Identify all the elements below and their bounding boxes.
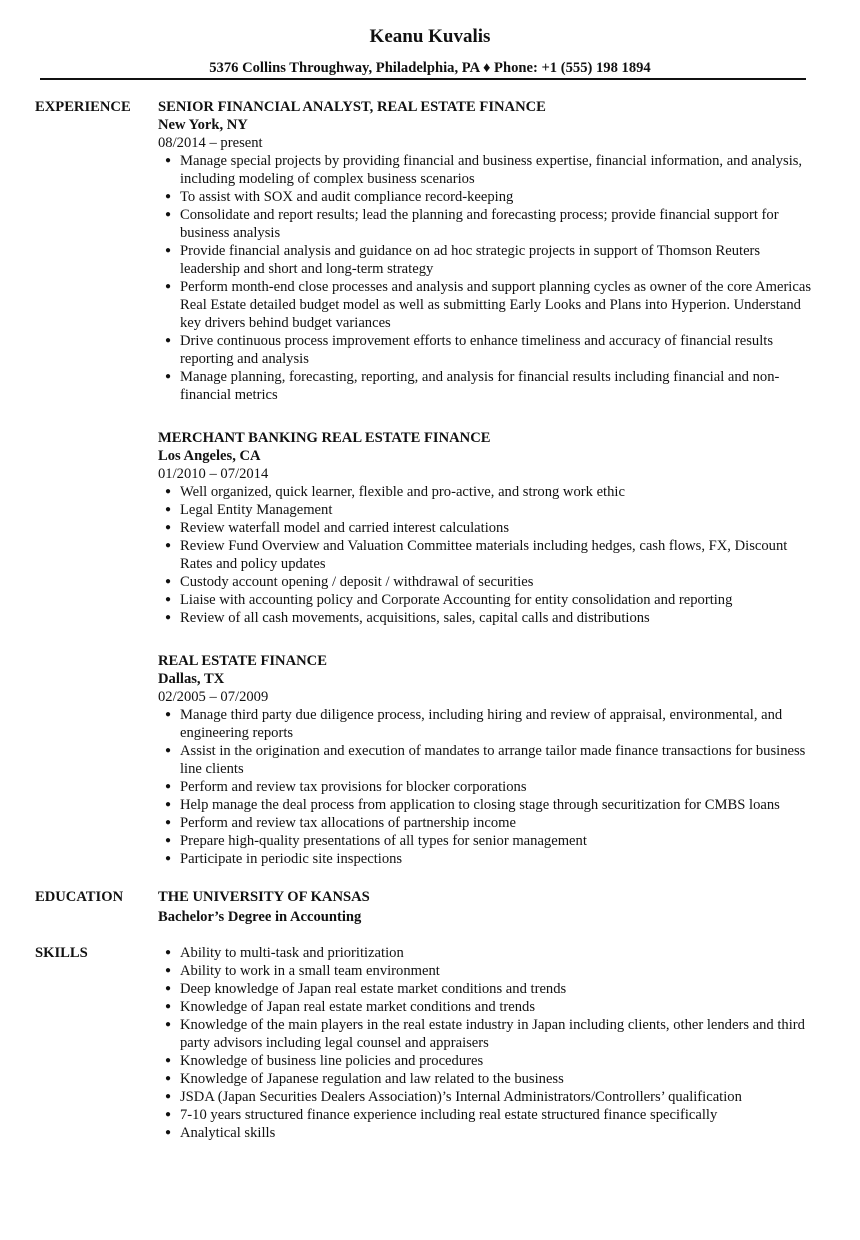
bullet-icon: ● xyxy=(165,281,172,292)
bullet-icon: ● xyxy=(165,522,172,533)
list-item xyxy=(158,998,818,1016)
list-item xyxy=(158,814,818,832)
bullet-text: Perform and review tax allocations of partnership income xyxy=(180,815,516,831)
bullet-text: Assist in the origination and execution of mandates to arrange tailor made finance transactions for business line clients xyxy=(180,743,806,777)
header-divider xyxy=(40,78,806,80)
list-item xyxy=(158,944,818,962)
bullet-icon: ● xyxy=(165,745,172,756)
bullet-text: Review waterfall model and carried interest calculations xyxy=(180,520,510,536)
section-label-education: EDUCATION xyxy=(35,889,124,905)
bullet-icon: ● xyxy=(165,335,172,346)
bullet-text: Analytical skills xyxy=(180,1125,276,1141)
job-location: Los Angeles, CA xyxy=(158,448,261,464)
bullet-icon: ● xyxy=(165,1091,172,1102)
bullet-text: Knowledge of Japan real estate market conditions and trends xyxy=(180,999,535,1015)
list-item xyxy=(158,332,818,368)
bullet-text: Manage special projects by providing financial and business expertise, financial information, and analysis, including modeling of complex business scenarios xyxy=(180,153,803,187)
skills-section xyxy=(35,944,825,1142)
bullet-icon: ● xyxy=(165,1055,172,1066)
bullet-icon: ● xyxy=(165,155,172,166)
bullet-text: Review of all cash movements, acquisitions, sales, capital calls and distributions xyxy=(180,610,650,626)
bullet-text: Help manage the deal process from application to closing stage through securitization for CMBS loans xyxy=(180,797,780,813)
list-item xyxy=(158,962,818,980)
bullet-icon: ● xyxy=(165,835,172,846)
list-item xyxy=(158,1070,818,1088)
list-item xyxy=(158,152,818,188)
list-item xyxy=(158,1106,818,1124)
bullet-icon: ● xyxy=(165,486,172,497)
list-item xyxy=(158,832,818,850)
bullet-text: Provide financial analysis and guidance on ad hoc strategic projects in support of Thomson Reuters leadership and short and long-term strategy xyxy=(180,243,761,277)
bullet-icon: ● xyxy=(165,853,172,864)
list-item xyxy=(158,1016,818,1052)
list-item xyxy=(158,188,818,206)
bullet-text: Manage planning, forecasting, reporting, and analysis for financial results including financial and non-financial metrics xyxy=(180,369,780,403)
skills-list xyxy=(158,944,818,1142)
bullet-icon: ● xyxy=(165,947,172,958)
bullet-text: Legal Entity Management xyxy=(180,502,333,518)
bullet-text: Drive continuous process improvement efforts to enhance timeliness and accuracy of financial results reporting and analysis xyxy=(180,333,774,367)
list-item xyxy=(158,501,818,519)
list-item xyxy=(158,519,818,537)
list-item xyxy=(158,278,818,332)
bullet-icon: ● xyxy=(165,594,172,605)
bullet-text: To assist with SOX and audit compliance record-keeping xyxy=(180,189,514,205)
bullet-text: Manage third party due diligence process, including hiring and review of appraisal, environmental, and engineering reports xyxy=(180,707,783,741)
candidate-name: Keanu Kuvalis xyxy=(369,26,491,47)
bullet-icon: ● xyxy=(165,983,172,994)
list-item xyxy=(158,1052,818,1070)
list-item xyxy=(158,796,818,814)
job-bullets xyxy=(158,483,818,627)
bullet-text: Deep knowledge of Japan real estate market conditions and trends xyxy=(180,981,567,997)
bullet-icon: ● xyxy=(165,1109,172,1120)
job-entry xyxy=(158,98,818,404)
job-location: New York, NY xyxy=(158,117,248,133)
job-dates: 02/2005 – 07/2009 xyxy=(158,689,269,705)
bullet-text: Ability to work in a small team environment xyxy=(180,963,440,979)
bullet-icon: ● xyxy=(165,817,172,828)
bullet-icon: ● xyxy=(165,709,172,720)
list-item xyxy=(158,537,818,573)
list-item xyxy=(158,980,818,998)
bullet-icon: ● xyxy=(165,540,172,551)
bullet-text: Perform and review tax provisions for blocker corporations xyxy=(180,779,527,795)
bullet-text: Review Fund Overview and Valuation Committee materials including hedges, cash flows, FX, Discount Rates and policy updates xyxy=(180,538,788,572)
contact-line: 5376 Collins Throughway, Philadelphia, PA ♦ Phone: +1 (555) 198 1894 xyxy=(209,60,651,76)
bullet-icon: ● xyxy=(165,245,172,256)
bullet-text: Well organized, quick learner, flexible and pro-active, and strong work ethic xyxy=(180,484,625,500)
bullet-text: Liaise with accounting policy and Corporate Accounting for entity consolidation and reporting xyxy=(180,592,733,608)
bullet-icon: ● xyxy=(165,799,172,810)
list-item xyxy=(158,483,818,501)
list-item xyxy=(158,609,818,627)
list-item xyxy=(158,742,818,778)
bullet-text: Perform month-end close processes and analysis and support planning cycles as owner of the core Americas Real Estate detailed budget model as well as submitting Early Looks and Plans into Hyperion. Understand key drivers behind budget variances xyxy=(180,279,811,331)
education-section xyxy=(35,888,825,926)
list-item xyxy=(158,706,818,742)
list-item xyxy=(158,368,818,404)
job-list xyxy=(158,98,818,868)
experience-section xyxy=(35,98,825,893)
list-item xyxy=(158,242,818,278)
bullet-icon: ● xyxy=(165,965,172,976)
bullet-icon: ● xyxy=(165,371,172,382)
school-name: THE UNIVERSITY OF KANSAS xyxy=(158,889,370,905)
list-item xyxy=(158,850,818,868)
job-dates: 01/2010 – 07/2014 xyxy=(158,466,269,482)
bullet-text: Custody account opening / deposit / withdrawal of securities xyxy=(180,574,534,590)
job-location: Dallas, TX xyxy=(158,671,225,687)
job-bullets xyxy=(158,152,818,404)
bullet-icon: ● xyxy=(165,1001,172,1012)
section-label-skills: SKILLS xyxy=(35,945,88,961)
bullet-text: Knowledge of the main players in the real estate industry in Japan including clients, other lenders and third party advisors including legal counsel and appraisers xyxy=(180,1017,805,1051)
list-item xyxy=(158,1124,818,1142)
bullet-icon: ● xyxy=(165,1127,172,1138)
bullet-text: Participate in periodic site inspections xyxy=(180,851,403,867)
job-entry xyxy=(158,652,818,868)
bullet-icon: ● xyxy=(165,612,172,623)
bullet-icon: ● xyxy=(165,209,172,220)
bullet-text: Prepare high-quality presentations of all types for senior management xyxy=(180,833,587,849)
bullet-text: Ability to multi-task and prioritization xyxy=(180,945,404,961)
bullet-icon: ● xyxy=(165,191,172,202)
job-bullets xyxy=(158,706,818,868)
list-item xyxy=(158,573,818,591)
job-title: REAL ESTATE FINANCE xyxy=(158,653,327,669)
list-item xyxy=(158,591,818,609)
bullet-text: Consolidate and report results; lead the planning and forecasting process; provide financial support for business analysis xyxy=(180,207,779,241)
job-title: SENIOR FINANCIAL ANALYST, REAL ESTATE FINANCE xyxy=(158,99,546,115)
degree: Bachelor’s Degree in Accounting xyxy=(158,909,362,925)
list-item xyxy=(158,778,818,796)
bullet-icon: ● xyxy=(165,1073,172,1084)
bullet-icon: ● xyxy=(165,576,172,587)
section-label-experience: EXPERIENCE xyxy=(35,99,131,115)
bullet-text: Knowledge of Japanese regulation and law related to the business xyxy=(180,1071,564,1087)
job-title: MERCHANT BANKING REAL ESTATE FINANCE xyxy=(158,430,491,446)
job-dates: 08/2014 – present xyxy=(158,135,263,151)
bullet-icon: ● xyxy=(165,1019,172,1030)
list-item xyxy=(158,206,818,242)
job-entry xyxy=(158,429,818,627)
bullet-text: JSDA (Japan Securities Dealers Association)’s Internal Administrators/Controllers’ qualification xyxy=(180,1089,742,1105)
bullet-icon: ● xyxy=(165,504,172,515)
bullet-text: Knowledge of business line policies and procedures xyxy=(180,1053,484,1069)
list-item xyxy=(158,1088,818,1106)
bullet-text: 7-10 years structured finance experience including real estate structured finance specifically xyxy=(180,1107,718,1123)
bullet-icon: ● xyxy=(165,781,172,792)
